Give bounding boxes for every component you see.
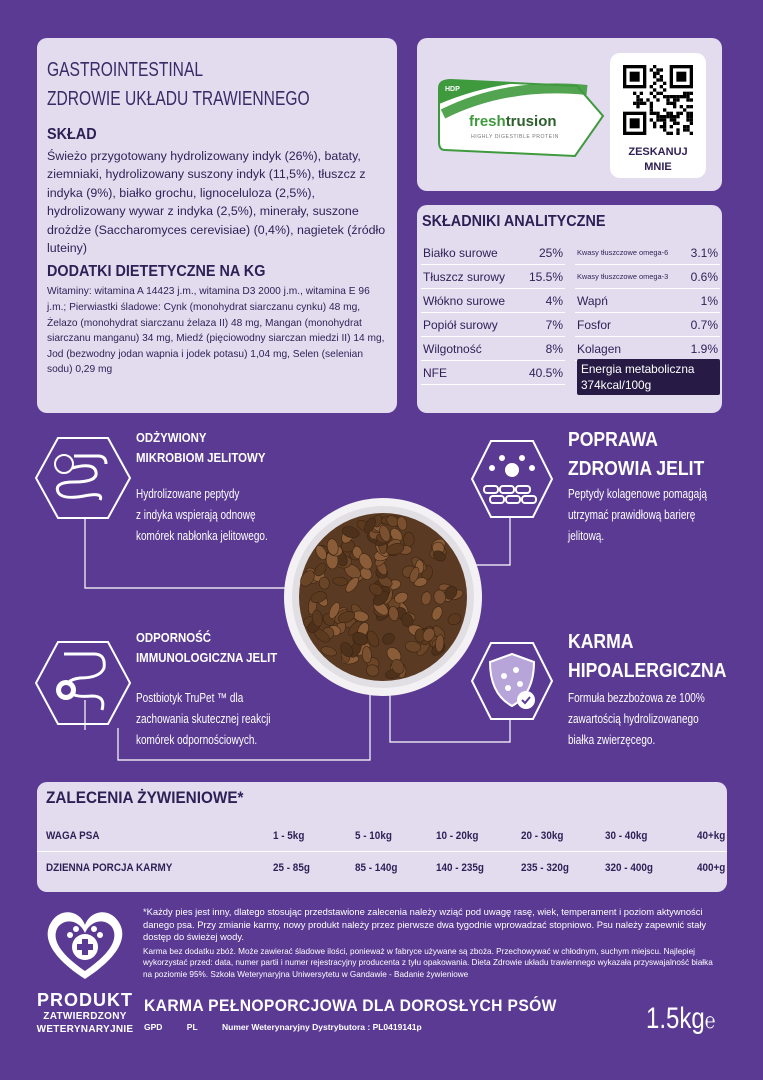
qr-code-box[interactable] (610, 53, 706, 178)
analytic-value: 7% (545, 317, 563, 332)
analytic-value: 0.6% (690, 269, 718, 284)
analytic-name: Włókno surowe (423, 293, 506, 308)
table-row (37, 854, 727, 884)
kibble-bowl-image (283, 497, 483, 697)
analytic-value: 1.9% (690, 341, 718, 356)
ingredients-panel (37, 38, 397, 413)
freshtrusion-logo (437, 74, 607, 160)
feeding-table (37, 782, 727, 892)
additives-heading: DODATKI DIETETYCZNE NA KG (47, 263, 266, 281)
brand-fresh: fresh (469, 113, 506, 130)
analytic-name: Fosfor (577, 317, 612, 332)
brand-panel (417, 38, 722, 191)
table-cell: 1 - 5kg (273, 830, 305, 842)
hypoallergenic-title: KARMA HIPOALERGICZNA (568, 631, 727, 682)
immunity-title: ODPORNOŚĆ IMMUNOLOGICZNA JELIT (136, 630, 278, 665)
analytic-value: 8% (545, 341, 563, 356)
product-line-title: GASTROINTESTINAL (47, 59, 204, 81)
analytic-name: Kwasy tłuszczowe omega-6 (577, 248, 669, 257)
feeding-title: ZALECENIA ŻYWIENIOWE* (46, 788, 244, 807)
table-cell: 320 - 400g (605, 862, 653, 874)
microbiome-title: ODŻYWIONY MIKROBIOM JELITOWY (136, 430, 266, 465)
product-subtitle: ZDROWIE UKŁADU TRAWIENNEGO (47, 88, 310, 110)
table-cell: 30 - 40kg (605, 830, 648, 842)
analytic-name: Wapń (577, 293, 608, 308)
composition-heading: SKŁAD (47, 126, 97, 143)
analytic-value: 0.7% (690, 317, 718, 332)
gut-health-title: POPRAWA ZDROWIA JELIT (568, 429, 705, 480)
table-cell: 5 - 10kg (355, 830, 392, 842)
shield-icon (470, 640, 554, 722)
table-cell: 85 - 140g (355, 862, 398, 874)
analytic-value: 25% (538, 245, 563, 260)
analytic-row (575, 241, 720, 265)
analytic-row (421, 241, 565, 265)
analytic-name: Popiół surowy (423, 317, 498, 332)
hypoallergenic-description: Formuła bezzbożowa ze 100% zawartością hydrolizowanego białka zwierzęcego. (568, 691, 705, 747)
gut-health-description: Peptydy kolagenowe pomagają utrzymać prawidłową barierę jelitową. (568, 487, 707, 543)
gut-barrier-icon (470, 438, 554, 520)
hdp-tag: HDP (445, 86, 460, 93)
microbiome-icon (34, 434, 132, 522)
microbiome-description: Hydrolizowane peptydy z indyka wspierają odnowę komórek nabłonka jelitowego. (136, 487, 268, 543)
registration-info: GPD PL Numer Weterynaryjny Dystrybutora : PL0419141p (144, 1022, 422, 1032)
table-cell: 10 - 20kg (436, 830, 479, 842)
vet-approved-text: PRODUKT ZATWIERDZONY WETERYNARYJNIE (36, 990, 134, 1035)
svg-text:freshtrusion (469, 113, 557, 130)
analytic-row (575, 265, 720, 289)
feeding-note: *Każdy pies jest inny, dlatego stosując przedstawione zalecenia należy wziąć pod uwagę rasę, wiek, temperament i poziom aktywności danego psa. Przy zmianie karmy, nowy produkt należy przez pierwsze dwa tygodnie wprowadzać stopniowo. Psu należy zapewnić stały dostęp do świeżej wody. (143, 906, 707, 943)
analytic-value: 1% (700, 293, 718, 308)
analytic-row (421, 265, 565, 289)
immunity-description: Postbiotyk TruPet ™ dla zachowania skutecznej reakcji komórek odpornościowych. (136, 691, 271, 747)
analytic-name: Kwasy tłuszczowe omega-3 (577, 272, 669, 281)
table-cell: 400+g (697, 862, 726, 874)
brand-tagline: HIGHLY DIGESTIBLE PROTEIN (471, 134, 559, 140)
complete-food-statement: KARMA PEŁNOPORCJOWA DLA DOROSŁYCH PSÓW (144, 996, 557, 1015)
qr-label: ZESKANUJ MNIE (628, 146, 688, 173)
analytic-row (575, 289, 720, 313)
storage-note: Karma bez dodatku zbóż. Może zawierać śladowe ilości, ponieważ w fabryce używane są zboża. Przechowywać w chłodnym, suchym miejscu. Najlepiej wykorzystać przed: data, numer partii i numer rejestracyjny producenta z tyłu opakowania. Dieta Zdrowie układu trawiennego wykazała przyswajalność białka na poziomie 95%. Szkoła Weterynaryjna Uniwersytetu w Gandawie - Badanie żywieniowe (143, 946, 713, 979)
table-cell: 40+kg (697, 830, 726, 842)
analytic-value: 15.5% (528, 269, 563, 284)
additives-text: Witaminy: witamina A 14423 j.m., witamina D3 2000 j.m., witamina E 96 j.m.; Pierwiastki śladowe: Cynk (monohydrat siarczanu cynku) 48 mg, Żelazo (monohydrat siarczanu żelaza II) 48 mg, Mangan (monohydrat siarczanu manganu) 34 mg, Miedź (pięciowodny siarczan miedzi II) 14 mg, Jod (bezwodny jodan wapnia i jodek potasu) 1,04 mg, Selen (selenian sodu) 0,29 mg (47, 286, 385, 376)
analytic-value: 3.1% (690, 245, 718, 260)
analytic-row (421, 289, 565, 313)
analytic-title: SKŁADNIKI ANALITYCZNE (422, 213, 606, 230)
row-label: WAGA PSA (46, 830, 100, 842)
brand-trusion: trusion (505, 113, 557, 130)
table-cell: 140 - 235g (436, 862, 484, 874)
analytic-right-column (575, 241, 720, 361)
vet-approved-heart-icon (40, 905, 130, 985)
analytic-name: Tłuszcz surowy (423, 269, 506, 284)
row-label: DZIENNA PORCJA KARMY (46, 862, 173, 874)
qr-code-icon[interactable] (623, 65, 693, 135)
analytic-value: 4% (545, 293, 563, 308)
analytic-row (421, 361, 565, 385)
analytic-name: NFE (423, 365, 447, 380)
table-cell: 235 - 320g (521, 862, 569, 874)
analytic-name: Białko surowe (423, 245, 498, 260)
table-row (37, 822, 727, 852)
table-cell: 25 - 85g (273, 862, 310, 874)
footnotes (143, 906, 723, 980)
table-cell: 20 - 30kg (521, 830, 564, 842)
net-weight: 1.5kg℮ (646, 1002, 716, 1035)
analytic-value: 40.5% (528, 365, 563, 380)
analytic-row (421, 313, 565, 337)
analytic-panel (417, 205, 722, 413)
analytic-left-column (421, 241, 565, 385)
analytic-name: Wilgotność (423, 341, 482, 356)
analytic-name: Kolagen (577, 341, 622, 356)
analytic-row (575, 337, 720, 361)
analytic-row (575, 313, 720, 337)
immunity-icon (34, 638, 132, 728)
composition-text: Świeżo przygotowany hydrolizowany indyk (26%), bataty, ziemniaki, hydrolizowany suszony indyk (11,5%), tłuszcz z indyka (9%), białko grochu, lignoceluloza (2,5%), hydrolizowany wywar z indyka (2,5%), minerały, suszone drożdże (Saccharomyces cerevisiae) (0,4%), nagietek (źródło luteiny) (47, 149, 386, 256)
analytic-row (421, 337, 565, 361)
energy-box: Energia metaboliczna 374kcal/100g (577, 359, 720, 395)
